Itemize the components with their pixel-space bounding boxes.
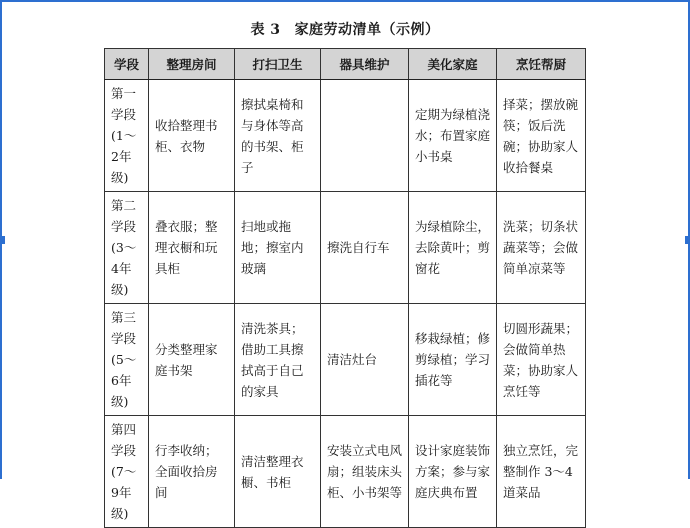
header-organize: 整理房间	[149, 49, 235, 80]
header-row	[105, 49, 586, 80]
cell-organize: 叠衣服；整理衣橱和玩具柜	[149, 192, 235, 304]
cell-stage: 第一学段(1～2年级)	[105, 80, 149, 192]
table-number: 表 3	[250, 22, 281, 38]
header-clean: 打扫卫生	[235, 49, 321, 80]
table-title: 家庭劳动清单（示例）	[294, 22, 440, 38]
cell-maintain	[321, 80, 409, 192]
cell-organize: 行李收纳；全面收拾房间	[149, 416, 235, 528]
left-edge-handle	[2, 236, 5, 244]
cell-cook: 择菜；摆放碗筷；饭后洗碗；协助家人收拾餐桌	[497, 80, 586, 192]
header-maintain: 器具维护	[321, 49, 409, 80]
cell-beautify: 为绿植除尘，去除黄叶；剪窗花	[409, 192, 497, 304]
cell-clean: 擦拭桌椅和与身体等高的书架、柜子	[235, 80, 321, 192]
household-labour-table	[104, 48, 586, 528]
table-row	[105, 416, 586, 528]
cell-beautify: 设计家庭装饰方案；参与家庭庆典布置	[409, 416, 497, 528]
header-cook: 烹饪帮厨	[497, 49, 586, 80]
cell-cook: 独立烹饪，完整制作 3～4 道菜品	[497, 416, 586, 528]
table-caption	[0, 19, 690, 39]
cell-cook: 切圆形蔬果；会做简单热菜；协助家人烹饪等	[497, 304, 586, 416]
frame-top-border	[0, 0, 690, 2]
cell-stage: 第二学段(3～4年级)	[105, 192, 149, 304]
cell-maintain: 安装立式电风扇；组装床头柜、小书架等	[321, 416, 409, 528]
table-row	[105, 304, 586, 416]
cell-clean: 扫地或拖地；擦室内玻璃	[235, 192, 321, 304]
cell-stage: 第三学段(5～6年级)	[105, 304, 149, 416]
header-beautify: 美化家庭	[409, 49, 497, 80]
cell-organize: 收拾整理书柜、衣物	[149, 80, 235, 192]
cell-organize: 分类整理家庭书架	[149, 304, 235, 416]
table-row	[105, 80, 586, 192]
right-edge-handle	[685, 236, 688, 244]
cell-beautify: 移栽绿植；修剪绿植；学习插花等	[409, 304, 497, 416]
cell-clean: 清洗茶具；借助工具擦拭高于自己的家具	[235, 304, 321, 416]
cell-cook: 洗菜；切条状蔬菜等；会做简单凉菜等	[497, 192, 586, 304]
cell-maintain: 清洁灶台	[321, 304, 409, 416]
cell-beautify: 定期为绿植浇水；布置家庭小书桌	[409, 80, 497, 192]
cell-stage: 第四学段(7～9年级)	[105, 416, 149, 528]
cell-clean: 清洁整理衣橱、书柜	[235, 416, 321, 528]
header-stage: 学段	[105, 49, 149, 80]
table-row	[105, 192, 586, 304]
cell-maintain: 擦洗自行车	[321, 192, 409, 304]
